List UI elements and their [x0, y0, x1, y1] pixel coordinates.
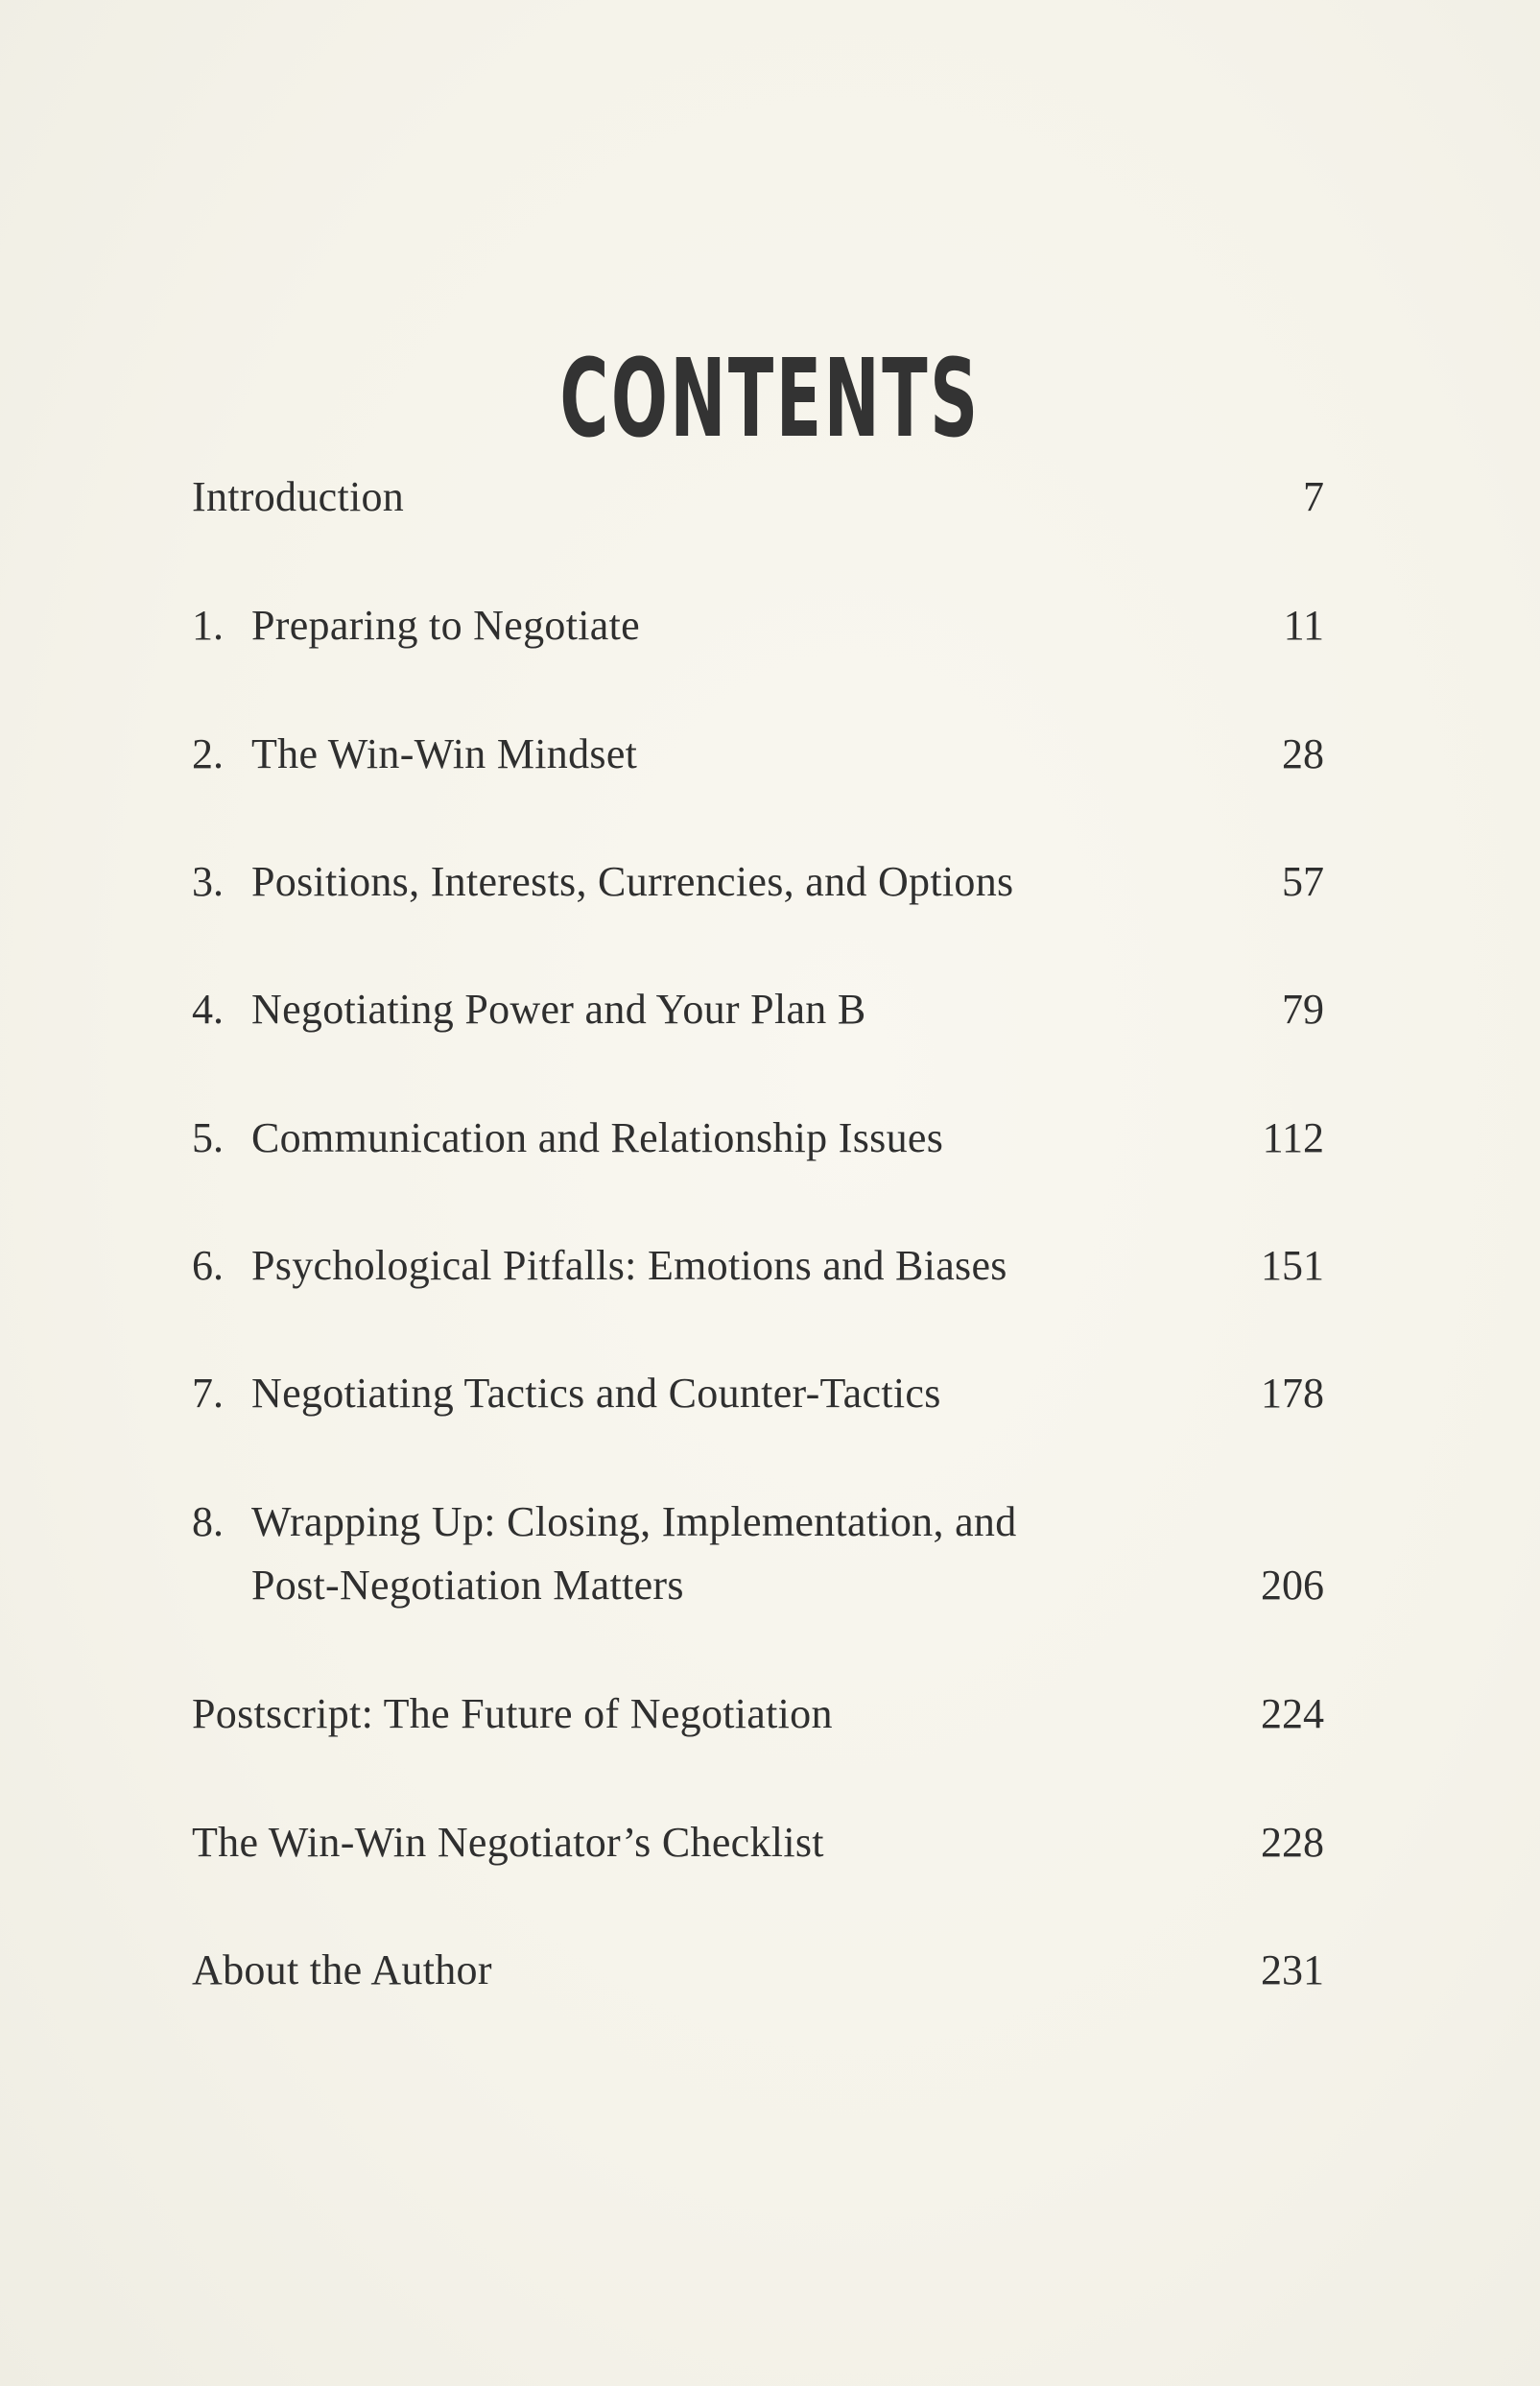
toc-entry-page: 28	[1282, 730, 1324, 777]
toc-entry-page: 231	[1261, 1946, 1324, 1993]
toc-entry-page: 57	[1282, 858, 1324, 905]
toc-entry-page: 151	[1261, 1242, 1324, 1289]
toc-entry-label-continued: Post-Negotiation Matters	[251, 1562, 684, 1609]
toc-entry-label: Positions, Interests, Currencies, and Options	[251, 858, 1014, 905]
toc-entry-label: About the Author	[192, 1946, 492, 1993]
table-of-contents	[192, 0, 1324, 2386]
toc-entry-postscript[interactable]	[192, 1685, 1324, 1743]
toc-entry-chapter-4[interactable]	[192, 981, 1324, 1038]
toc-entry-label: Negotiating Power and Your Plan B	[251, 986, 866, 1033]
toc-entry-number: 8.	[192, 1498, 224, 1545]
toc-entry-about-the-author[interactable]	[192, 1942, 1324, 1999]
toc-entry-chapter-2[interactable]	[192, 726, 1324, 783]
toc-entry-label: Psychological Pitfalls: Emotions and Biases	[251, 1242, 1007, 1289]
toc-entry-label: The Win-Win Negotiator’s Checklist	[192, 1819, 824, 1866]
toc-entry-page: 178	[1261, 1370, 1324, 1417]
toc-entry-page: 7	[1303, 473, 1324, 520]
toc-entry-chapter-8[interactable]	[192, 1493, 1324, 1614]
toc-entry-page: 79	[1282, 986, 1324, 1033]
toc-entry-chapter-6[interactable]	[192, 1237, 1324, 1295]
toc-entry-label: Preparing to Negotiate	[251, 602, 640, 649]
toc-entry-label: Communication and Relationship Issues	[251, 1114, 944, 1161]
toc-entry-number: 3.	[192, 858, 224, 905]
toc-entry-label: Introduction	[192, 473, 405, 520]
toc-entry-page: 224	[1261, 1690, 1324, 1737]
toc-entry-number: 4.	[192, 986, 224, 1033]
toc-entry-number: 5.	[192, 1114, 224, 1161]
toc-entry-introduction[interactable]	[192, 468, 1324, 526]
toc-entry-number: 2.	[192, 730, 224, 777]
toc-entry-number: 6.	[192, 1242, 224, 1289]
toc-entry-label: The Win-Win Mindset	[251, 730, 638, 777]
toc-entry-label: Negotiating Tactics and Counter-Tactics	[251, 1370, 941, 1417]
toc-entry-label: Wrapping Up: Closing, Implementation, and	[251, 1498, 1017, 1545]
toc-entry-number: 7.	[192, 1370, 224, 1417]
toc-entry-page: 206	[1261, 1562, 1324, 1609]
toc-entry-checklist[interactable]	[192, 1814, 1324, 1872]
toc-entry-chapter-1[interactable]	[192, 597, 1324, 655]
toc-entry-label: Postscript: The Future of Negotiation	[192, 1690, 833, 1737]
toc-entry-page: 228	[1261, 1819, 1324, 1866]
toc-entry-chapter-7[interactable]	[192, 1365, 1324, 1422]
toc-entry-chapter-3[interactable]	[192, 853, 1324, 911]
toc-entry-page: 11	[1283, 602, 1324, 649]
toc-entry-page: 112	[1262, 1114, 1324, 1161]
toc-entry-chapter-5[interactable]	[192, 1109, 1324, 1167]
page-title: CONTENTS	[559, 337, 981, 463]
toc-entry-number: 1.	[192, 602, 224, 649]
